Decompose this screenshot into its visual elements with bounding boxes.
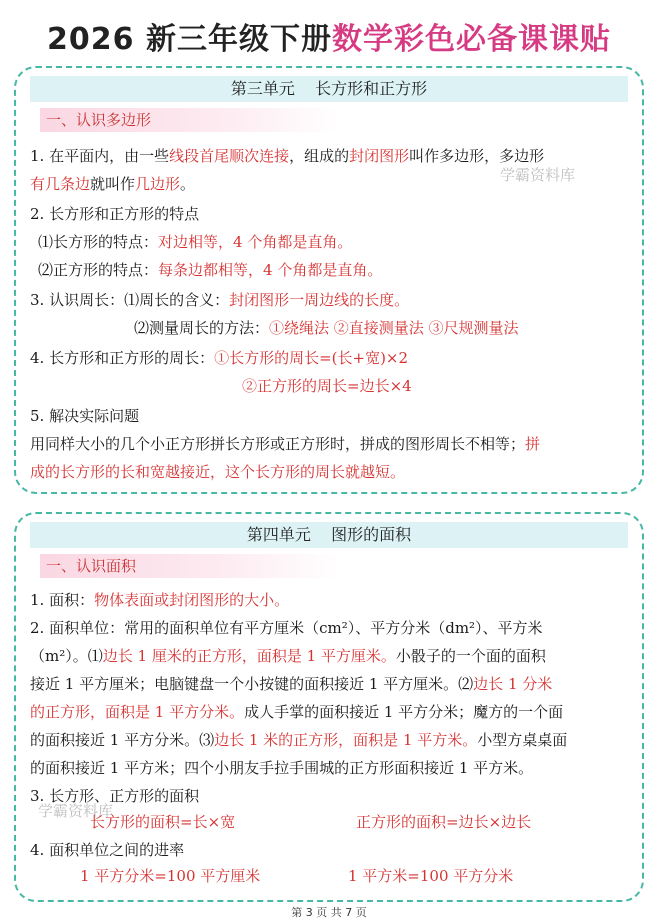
- watermark: 学霸资料库: [38, 802, 114, 820]
- unit3-line12: 成的长方形的长和宽越接近，这个长方形的周长就越短。: [30, 463, 406, 481]
- unit3-line10: 5. 解决实际问题: [30, 407, 140, 425]
- unit-rate-dm: 1 平方分米=100 平方厘米: [80, 867, 261, 885]
- unit4-section-title: 一、认识面积: [40, 554, 340, 578]
- unit3-line8: 4. 长方形和正方形的周长：①长方形的周长=(长+宽)×2: [30, 349, 409, 367]
- unit-rate-m: 1 平方米=100 平方分米: [348, 867, 514, 885]
- unit3-line9: ②正方形的周长=边长×4: [242, 377, 412, 395]
- page-title: [0, 14, 658, 58]
- unit4-line4: 接近 1 平方厘米；电脑键盘一个小按键的面积接近 1 平方厘米。⑵边长 1 分米: [30, 675, 553, 693]
- unit4-line6: 的面积接近 1 平方分米。⑶边长 1 米的正方形，面积是 1 平方米。小型方桌桌面: [30, 731, 568, 749]
- unit4-line1: 1. 面积：物体表面或封闭图形的大小。: [30, 591, 290, 609]
- unit3-card: [14, 66, 644, 494]
- unit3-line1: 1. 在平面内，由一些线段首尾顺次连接，组成的封闭图形叫作多边形，多边形: [30, 147, 545, 165]
- unit4-line3: （m²）。⑴边长 1 厘米的正方形，面积是 1 平方厘米。小骰子的一个面的面积: [30, 647, 546, 665]
- unit4-line7: 的面积接近 1 平方米；四个小朋友手拉手围城的正方形面积接近 1 平方米。: [30, 759, 534, 777]
- unit4-line5: 的正方形，面积是 1 平方分米。成人手掌的面积接近 1 平方分米；魔方的一个面: [30, 703, 564, 721]
- rect-area-formula: 长方形的面积=长×宽: [90, 813, 236, 831]
- title-part1: 2026 新三年级下册: [47, 22, 332, 57]
- unit3-line4: ⑴长方形的特点：对边相等，4 个角都是直角。: [38, 233, 353, 251]
- unit4-line10: 4. 面积单位之间的进率: [30, 841, 185, 859]
- unit3-line7: ⑵测量周长的方法：①绕绳法 ②直接测量法 ③尺规测量法: [134, 319, 519, 337]
- unit4-card: [14, 512, 644, 902]
- unit3-line6: 3. 认识周长：⑴周长的含义：封闭图形一周边线的长度。: [30, 291, 410, 309]
- unit4-header: 第四单元 图形的面积: [30, 522, 628, 548]
- unit3-line3: 2. 长方形和正方形的特点: [30, 205, 200, 223]
- page-footer: 第 3 页 共 7 页: [291, 906, 367, 919]
- unit3-section-title: 一、认识多边形: [40, 108, 340, 132]
- unit3-line11: 用同样大小的几个小正方形拼长方形或正方形时，拼成的图形周长不相等；拼: [30, 435, 541, 453]
- title-part2: 数学彩色必备课课贴: [331, 22, 611, 57]
- watermark: 学霸资料库: [500, 166, 576, 184]
- unit4-line2: 2. 面积单位：常用的面积单位有平方厘米（cm²）、平方分米（dm²）、平方米: [30, 619, 543, 637]
- unit3-line5: ⑵正方形的特点：每条边都相等，4 个角都是直角。: [38, 261, 383, 279]
- unit3-line2: 有几条边就叫作几边形。: [30, 175, 196, 193]
- unit3-header: 第三单元 长方形和正方形: [30, 76, 628, 102]
- square-area-formula: 正方形的面积=边长×边长: [356, 813, 532, 831]
- unit4-line8: 3. 长方形、正方形的面积: [30, 787, 200, 805]
